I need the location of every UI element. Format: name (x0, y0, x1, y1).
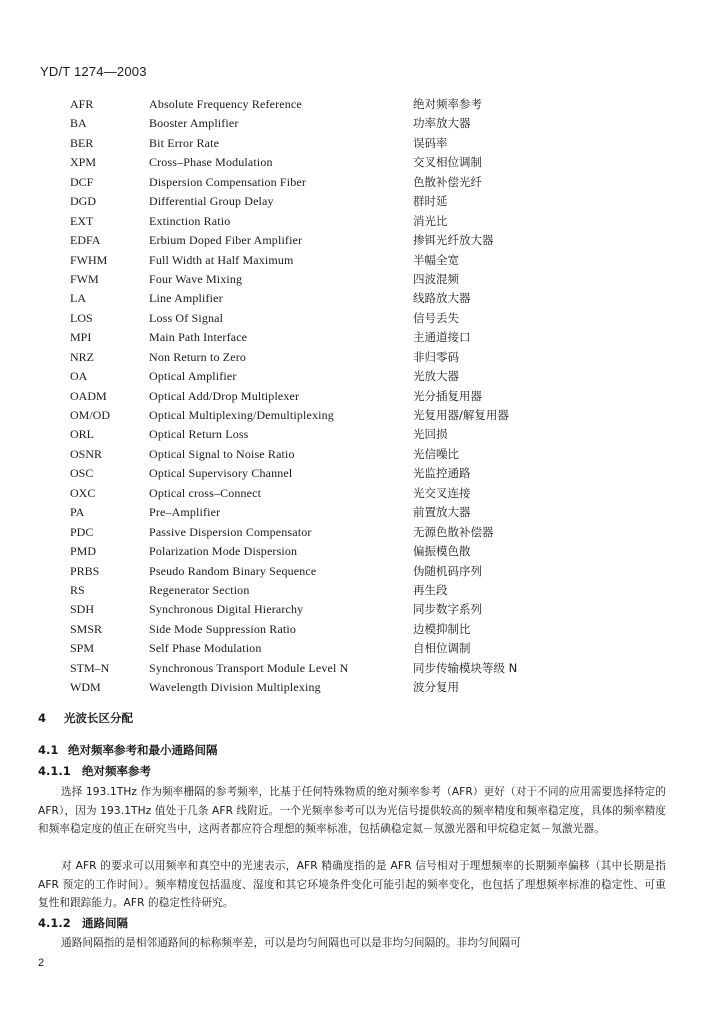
abbreviation-row (0, 523, 701, 542)
abbreviation-row (0, 95, 701, 114)
abbreviation-term: OM/OD (70, 408, 111, 422)
abbreviation-chinese: 光放大器 (413, 369, 459, 384)
abbreviation-term: STM–N (70, 660, 110, 675)
abbreviation-english: Dispersion Compensation Fiber (149, 174, 307, 189)
abbreviation-term: AFR (70, 97, 94, 111)
abbreviation-english: Regenerator Section (149, 582, 250, 597)
abbreviation-chinese: 无源色散补偿器 (413, 524, 494, 539)
section-4-1-2-heading (38, 915, 128, 931)
abbreviation-english: Extinction Ratio (149, 213, 231, 228)
abbreviation-term: BER (70, 135, 94, 150)
abbreviation-chinese: 光监控通路 (413, 466, 471, 481)
abbreviation-chinese: 再生段 (413, 582, 448, 597)
abbreviation-english: Optical Return Loss (149, 427, 249, 442)
abbreviation-term: OA (70, 369, 88, 384)
abbreviation-row (0, 562, 701, 581)
abbreviation-english: Side Mode Suppression Ratio (149, 621, 297, 636)
abbreviation-row (0, 406, 701, 425)
abbreviation-term: ORL (70, 427, 94, 442)
abbreviation-row (0, 445, 701, 464)
abbreviation-chinese: 消光比 (413, 213, 448, 228)
abbreviation-term: PMD (70, 544, 97, 559)
page-number: 2 (38, 957, 45, 969)
abbreviation-english: Synchronous Transport Module Level N (149, 660, 349, 675)
abbreviation-chinese: 波分复用 (413, 680, 459, 695)
abbreviation-english: Optical cross–Connect (149, 485, 262, 500)
abbreviation-chinese: 交叉相位调制 (413, 155, 482, 170)
abbreviation-row (0, 309, 701, 328)
abbreviation-term: SMSR (70, 621, 103, 636)
abbreviation-english: Erbium Doped Fiber Amplifier (149, 233, 303, 248)
section-4-1-heading (38, 742, 218, 758)
abbreviation-term: OXC (70, 485, 96, 500)
abbreviation-term: SDH (70, 602, 95, 617)
abbreviation-row (0, 464, 701, 483)
abbreviation-english: Full Width at Half Maximum (149, 252, 294, 267)
abbreviation-row (0, 639, 701, 658)
abbreviation-chinese: 非归零码 (413, 349, 459, 364)
abbreviation-chinese: 色散补偿光纤 (413, 174, 482, 189)
document-header-id: YD/T 1274—2003 (40, 64, 147, 79)
abbreviation-term: BA (70, 116, 87, 131)
abbreviation-row (0, 678, 701, 697)
section-number: 4.1.1 (38, 764, 71, 778)
abbreviation-term: LOS (70, 310, 93, 325)
abbreviation-term: FWHM (70, 252, 108, 267)
abbreviation-term: PRBS (70, 563, 100, 578)
abbreviation-term: EXT (70, 213, 94, 228)
abbreviation-english: Optical Multiplexing/Demultiplexing (149, 408, 334, 422)
abbreviation-row (0, 289, 701, 308)
section-4-1-1-heading (38, 763, 151, 779)
abbreviation-row (0, 328, 701, 347)
abbreviation-english: Pre–Amplifier (149, 505, 221, 520)
abbreviation-row (0, 581, 701, 600)
abbreviation-chinese: 光信噪比 (413, 446, 459, 461)
abbreviation-english: Polarization Mode Dispersion (149, 544, 298, 559)
section-title: 绝对频率参考和最小通路间隔 (68, 743, 218, 757)
abbreviation-row (0, 134, 701, 153)
abbreviation-english: Pseudo Random Binary Sequence (149, 563, 317, 578)
abbreviation-term: OSC (70, 466, 94, 481)
abbreviation-english: Passive Dispersion Compensator (149, 524, 312, 539)
abbreviation-row (0, 153, 701, 172)
paragraph-afr-requirements: 对 AFR 的要求可以用频率和真空中的光速表示，AFR 精确度指的是 AFR 信号相对于理想频率的长期频率偏移（其中长期是指 AFR 预定的工作时间）。频率精度包括温度、湿度和其它环境条件变化可能引起的频率变化，也包括了理想频率标准的稳定性、可重复性和跟踪能力。AFR 的稳定性待研究。 (38, 860, 666, 910)
section-4-heading (38, 710, 133, 726)
abbreviation-chinese: 光交叉连接 (413, 485, 471, 500)
abbreviation-english: Wavelength Division Multiplexing (149, 680, 321, 695)
abbreviation-chinese: 功率放大器 (413, 116, 471, 131)
abbreviation-row (0, 503, 701, 522)
abbreviation-chinese: 误码率 (413, 135, 448, 150)
section-number: 4.1.2 (38, 916, 71, 930)
abbreviation-row (0, 212, 701, 231)
abbreviation-english: Line Amplifier (149, 291, 223, 306)
abbreviation-term: OADM (70, 388, 107, 403)
abbreviation-term: OSNR (70, 446, 103, 461)
abbreviation-chinese: 掺铒光纤放大器 (413, 233, 494, 248)
abbreviation-english: Absolute Frequency Reference (149, 97, 302, 111)
abbreviation-row (0, 484, 701, 503)
abbreviation-english: Optical Signal to Noise Ratio (149, 446, 295, 461)
abbreviation-term: DGD (70, 194, 96, 209)
abbreviation-chinese: 绝对频率参考 (413, 97, 482, 111)
section-title: 通路间隔 (82, 916, 128, 930)
abbreviation-english: Self Phase Modulation (149, 641, 262, 656)
abbreviation-term: DCF (70, 174, 94, 189)
abbreviation-chinese: 半幅全宽 (413, 252, 459, 267)
abbreviation-chinese: 信号丢失 (413, 310, 459, 325)
abbreviation-chinese: 前置放大器 (413, 505, 471, 520)
abbreviation-english: Bit Error Rate (149, 135, 220, 150)
abbreviation-chinese: 群时延 (413, 194, 448, 209)
abbreviation-english: Cross–Phase Modulation (149, 155, 273, 170)
abbreviation-row (0, 192, 701, 211)
abbreviation-chinese: 同步传输模块等级 N (413, 660, 518, 675)
abbreviation-chinese: 四波混频 (413, 271, 459, 286)
abbreviation-english: Main Path Interface (149, 330, 248, 345)
abbreviation-english: Non Return to Zero (149, 349, 247, 364)
abbreviation-row (0, 367, 701, 386)
abbreviation-row (0, 231, 701, 250)
abbreviation-term: MPI (70, 330, 92, 345)
section-title: 绝对频率参考 (82, 764, 151, 778)
abbreviation-term: WDM (70, 680, 101, 695)
abbreviation-row (0, 348, 701, 367)
section-number: 4.1 (38, 743, 59, 757)
abbreviation-term: PDC (70, 524, 94, 539)
abbreviation-row (0, 387, 701, 406)
abbreviation-row (0, 620, 701, 639)
section-number: 4 (38, 711, 47, 725)
abbreviation-chinese: 光回损 (413, 427, 448, 442)
abbreviation-english: Four Wave Mixing (149, 271, 243, 286)
paragraph-channel-spacing: 通路间隔指的是相邻通路间的标称频率差，可以是均匀间隔也可以是非均匀间隔的。非均匀间隔可 (61, 937, 521, 949)
abbreviation-term: RS (70, 582, 85, 597)
abbreviation-chinese: 同步数字系列 (413, 602, 482, 617)
abbreviation-english: Optical Supervisory Channel (149, 466, 293, 481)
abbreviation-row (0, 542, 701, 561)
abbreviation-chinese: 光复用器/解复用器 (413, 408, 509, 422)
abbreviation-row (0, 425, 701, 444)
abbreviation-row (0, 251, 701, 270)
abbreviation-term: LA (70, 291, 86, 306)
abbreviation-english: Differential Group Delay (149, 194, 274, 209)
abbreviation-chinese: 伪随机码序列 (413, 563, 482, 578)
abbreviation-term: FWM (70, 271, 99, 286)
abbreviation-english: Optical Amplifier (149, 369, 237, 384)
abbreviation-list (0, 95, 701, 698)
abbreviation-term: PA (70, 505, 85, 520)
abbreviation-english: Booster Amplifier (149, 116, 239, 131)
abbreviation-row (0, 270, 701, 289)
abbreviation-term: XPM (70, 155, 97, 170)
abbreviation-chinese: 光分插复用器 (413, 388, 482, 403)
abbreviation-chinese: 偏振模色散 (413, 544, 471, 559)
abbreviation-english: Loss Of Signal (149, 310, 224, 325)
abbreviation-chinese: 线路放大器 (413, 291, 471, 306)
abbreviation-term: NRZ (70, 349, 94, 364)
abbreviation-term: SPM (70, 641, 95, 656)
abbreviation-chinese: 主通道接口 (413, 330, 471, 345)
abbreviation-row (0, 600, 701, 619)
abbreviation-row (0, 659, 701, 678)
paragraph-afr-selection: 选择 193.1THz 作为频率栅隔的参考频率，比基于任何特殊物质的绝对频率参考（AFR）更好（对于不同的应用需要选择特定的 AFR），因为 193.1THz 值处于几条 AFR 线附近。一个光频率参考可以为光信号提供较高的频率精度和频率稳定度，具体的频率精度和频率稳定度的值正在研究当中，这两者都应符合理想的频率标准，包括碘稳定氦－氖激光器和甲烷稳定氦－氖激光器。 (38, 786, 666, 836)
abbreviation-english: Synchronous Digital Hierarchy (149, 602, 304, 617)
abbreviation-english: Optical Add/Drop Multiplexer (149, 388, 300, 403)
abbreviation-chinese: 边模抑制比 (413, 621, 471, 636)
abbreviation-chinese: 自相位调制 (413, 641, 471, 656)
section-title: 光波长区分配 (64, 711, 133, 725)
abbreviation-row (0, 114, 701, 133)
abbreviation-row (0, 173, 701, 192)
abbreviation-term: EDFA (70, 233, 101, 248)
